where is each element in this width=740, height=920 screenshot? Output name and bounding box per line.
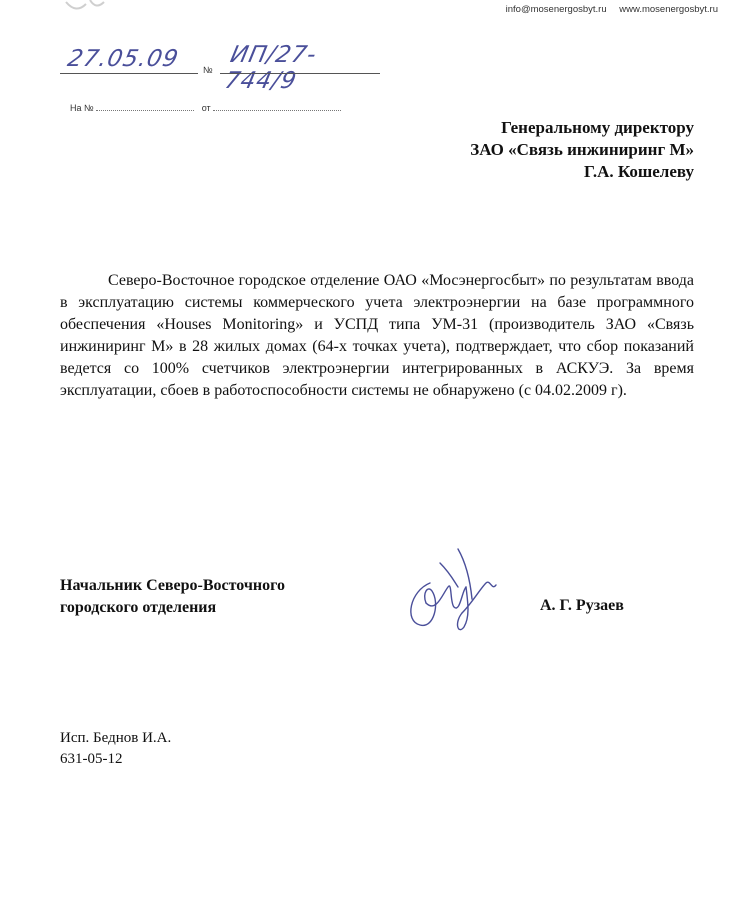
reply-date-blank [213,101,341,111]
number-underline [220,73,380,74]
reply-from-label: от [201,103,211,113]
letterhead-email: info@mosenergosbyt.ru [505,4,607,15]
executor-phone: 631-05-12 [60,751,123,767]
executor-block [60,728,171,770]
outgoing-number: ИП/27-744/9 [222,42,320,94]
signatory-title-line2: городского отделения [60,599,217,616]
letterhead-website: www.mosenergosbyt.ru [619,4,718,15]
executor-name: Исп. Беднов И.А. [60,730,172,746]
letterhead-contacts [506,4,718,15]
outgoing-date: 27.05.09 [65,46,182,72]
letter-body: Северо-Восточное городское отделение ОАО «Мосэнергосбыт» по результатам ввода в эксплуатацию системы коммерческого учета электроэнергии на базе программного обеспечения «Houses Monitoring» и УСПД типа УМ-31 (производитель ЗАО «Связь инжиниринг М» в 28 жилых домах (64-х точках учета), подтверждает, что сбор показаний ведется со 100% счетчиков электроэнергии интегрированных в АСКУЭ. За время эксплуатации, сбоев в работоспособности системы не обнаружено (с 04.02.2009 г). [60,272,694,399]
logo-fragment [60,0,120,20]
signatory-name: А. Г. Рузаев [540,597,624,614]
addressee-block [470,117,694,183]
addressee-name: Г.А. Кошелеву [584,162,694,181]
handwritten-signature [400,543,510,643]
addressee-company: ЗАО «Связь инжиниринг М» [470,140,694,159]
addressee-position: Генеральному директору [501,118,694,137]
reply-reference [70,101,341,113]
date-underline [60,73,198,74]
outgoing-number-sign: № [203,65,213,75]
signatory-title-line1: Начальник Северо-Восточного [60,577,285,594]
reply-number-blank [96,101,194,111]
signatory-title [60,575,285,619]
reply-number-label: На № [70,103,94,113]
